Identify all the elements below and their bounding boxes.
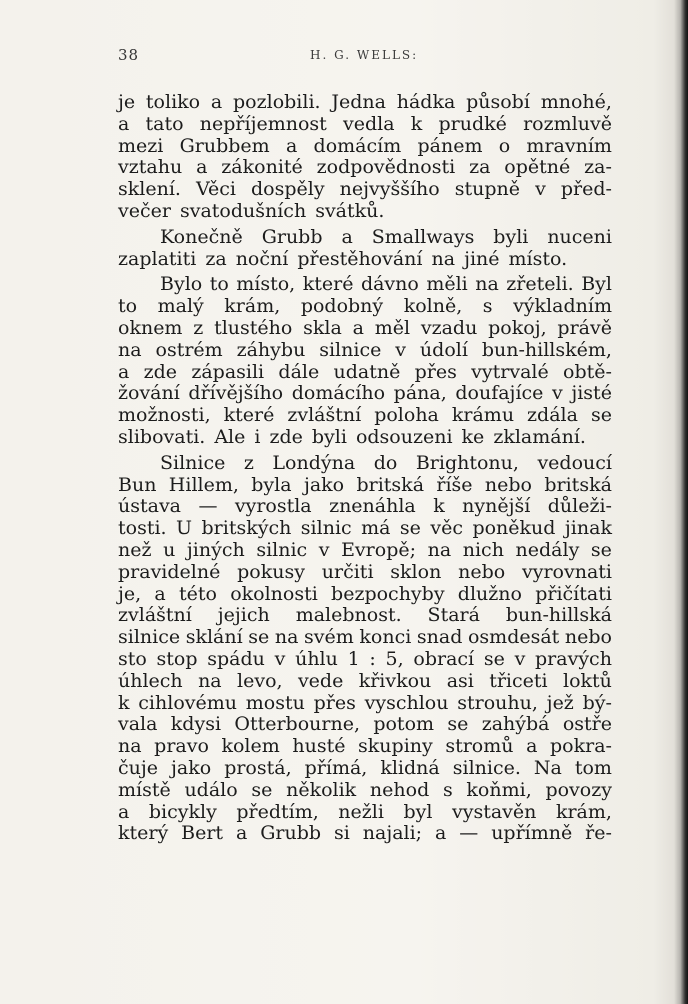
text-line: a zde zápasili dále udatně přes vytrvalé obtě- [118,360,612,383]
text-line: úhlech na levo, vede křivkou asi třiceti loktů [118,669,612,692]
text-line: mezi Grubbem a domácím pánem o mravním [118,134,612,157]
text-line: je, a této okolnosti bezpochyby dlužno přičítati [118,582,612,605]
text-line: Silnice z Londýna do Brightonu, vedoucí [160,451,612,474]
text-line: ústava — vyrostla znenáhla k nynější důleži- [118,495,612,518]
text-line: zaplatiti za noční přestěhování na jiné místo. [118,247,568,270]
text-line: než u jiných silnic v Evropě; na nich nedály se [118,538,612,561]
text-line: zvláštní jejich malebnost. Stará bun-hillská [118,604,612,627]
text-line: k cihlovému mostu přes vyschlou strouhu, jež bý- [118,691,612,714]
text-line: který Bert a Grubb si najali; a — upřímně ře- [118,822,612,845]
running-head: H. G. WELLS: [310,48,419,62]
text-line: sklení. Věci dospěly nejvyššího stupně v před- [118,178,612,201]
text-line: Bylo to místo, které dávno měli na zřeteli. Byl [160,273,612,296]
text-line: žování dřívějšího domácího pána, doufajíce v jisté [118,382,612,405]
text-line: vala kdysi Otterbourne, potom se zahýbá ostře [118,713,612,736]
text-line: Konečně Grubb a Smallways byli nuceni [160,225,612,248]
paragraph [118,453,612,845]
page-header [118,40,598,70]
text-line: na ostrém záhybu silnice v údolí bun-hillském, [118,338,612,361]
page-edge-shadow [674,0,688,1004]
text-line: možnosti, které zvláštní poloha krámu zdála se [118,404,612,427]
text-line: to malý krám, podobný kolně, s výkladním [118,295,612,318]
text-line: pravidelné pokusy určiti sklon nebo vyrovnati [118,560,612,583]
text-line: tosti. U britských silnic má se věc poněkud jinak [118,517,612,540]
text-line: místě událo se několik nehod s koňmi, povozy [118,778,612,801]
text-line: Bun Hillem, byla jako britská říše nebo britská [118,473,612,496]
text-line: sto stop spádu v úhlu 1 : 5, obrací se v pravých [118,647,612,670]
page-number: 38 [118,46,140,64]
text-line: večer svatodušních svátků. [118,199,385,222]
text-line: vztahu a zákonité zodpovědnosti za opětné za- [118,156,612,179]
body-text [118,92,612,845]
paragraph [118,92,612,223]
text-line: na pravo kolem husté skupiny stromů a pokra- [118,735,612,758]
text-line: silnice sklání se na svém konci snad osmdesát nebo [118,626,612,649]
text-line: je toliko a pozlobili. Jedna hádka působí mnohé, [118,91,612,113]
text-line: čuje jako prostá, přímá, klidná silnice. Na tom [118,756,612,779]
text-line: slibovati. Ale i zde byli odsouzeni ke zklamání. [118,425,586,448]
text-line: a bicykly předtím, nežli byl vystavěn krám, [118,800,612,823]
paragraph [118,274,612,448]
text-line: oknem z tlustého skla a měl vzadu pokoj, právě [118,316,612,339]
text-line: a tato nepříjemnost vedla k prudké rozmluvě [118,112,612,135]
paragraph [118,227,612,271]
